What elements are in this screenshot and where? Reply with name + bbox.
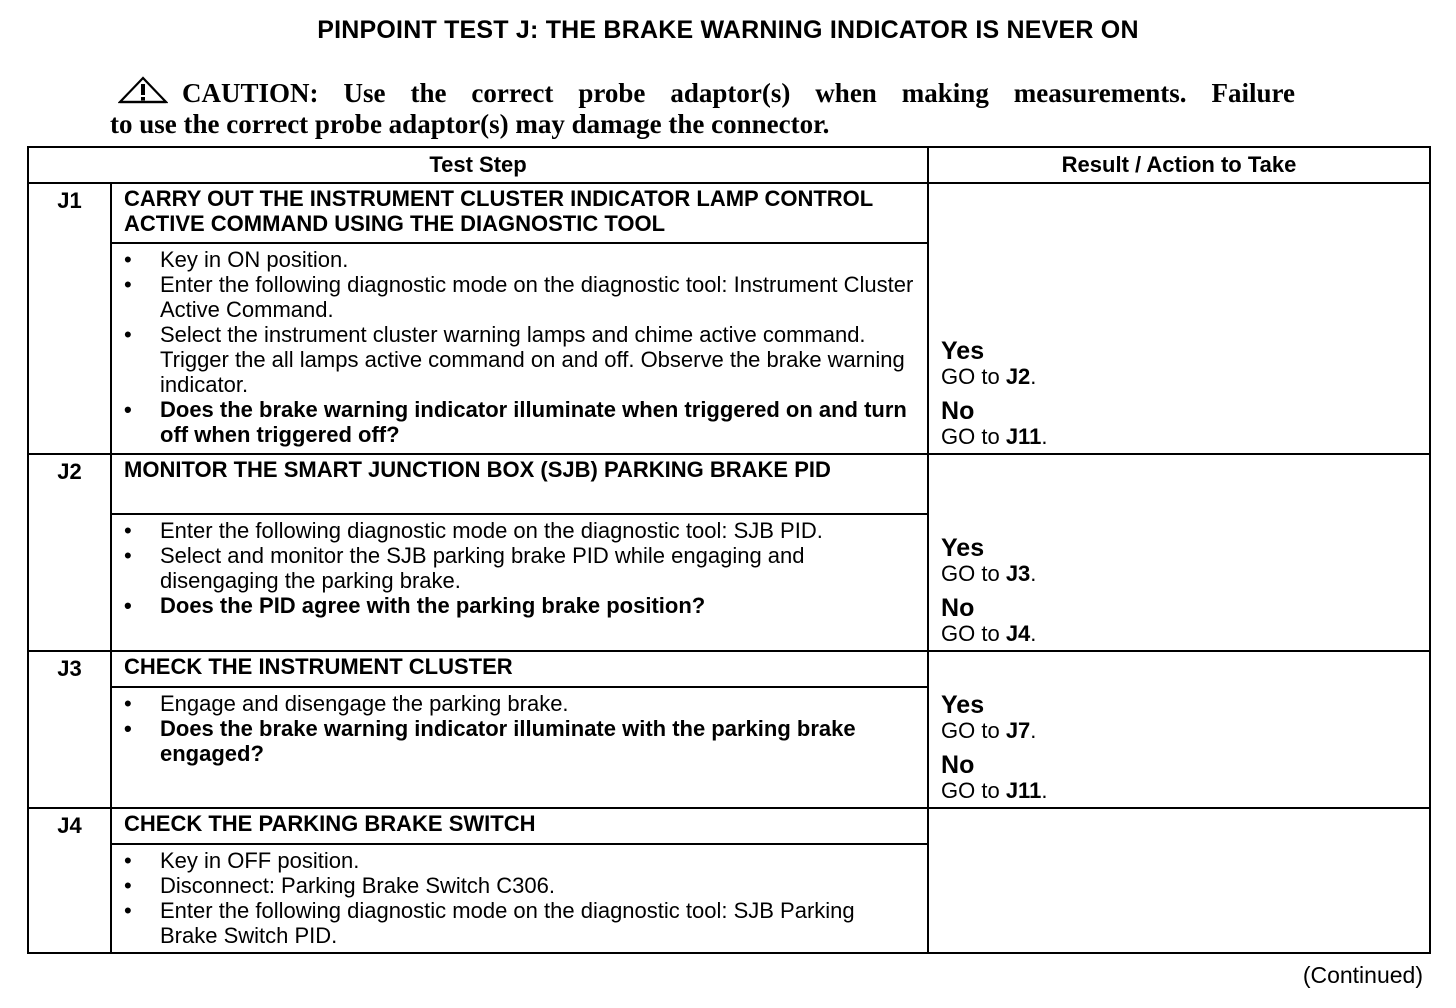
go-prefix: GO to <box>941 424 1006 449</box>
caution-line-1 <box>110 76 1295 109</box>
result-no-action <box>941 621 1419 646</box>
list-item: • Engage and disengage the parking brake. <box>124 691 917 716</box>
result-no-label: No <box>941 751 975 779</box>
step-result <box>928 651 1430 808</box>
step-result <box>928 454 1430 651</box>
step-body <box>111 687 928 808</box>
step-row-j4 <box>28 808 1430 844</box>
result-yes-label: Yes <box>941 337 985 365</box>
go-suffix: . <box>1041 424 1048 449</box>
result-no-label: No <box>941 594 975 622</box>
pinpoint-test-table <box>27 146 1431 954</box>
step-title: CARRY OUT THE INSTRUMENT CLUSTER INDICATOR LAMP CONTROL ACTIVE COMMAND USING THE DIAGNOSTIC TOOL <box>111 183 928 243</box>
step-result <box>928 808 1430 953</box>
step-id: J2 <box>28 454 111 651</box>
step-title: MONITOR THE SMART JUNCTION BOX (SJB) PARKING BRAKE PID <box>111 454 928 514</box>
step-body <box>111 844 928 953</box>
go-suffix: . <box>1041 778 1048 803</box>
go-target: J3 <box>1005 561 1031 586</box>
step-bullets <box>124 848 917 948</box>
result-no-action <box>941 424 1419 449</box>
go-suffix: . <box>1030 718 1037 743</box>
go-target: J4 <box>1005 621 1031 646</box>
go-prefix: GO to <box>941 621 1006 646</box>
go-target: J7 <box>1005 718 1031 743</box>
go-suffix: . <box>1030 621 1037 646</box>
step-id: J3 <box>28 651 111 808</box>
step-body <box>111 514 928 651</box>
go-target: J11 <box>1005 778 1042 803</box>
table-header-row <box>28 147 1430 183</box>
caution-text-1: CAUTION: Use the correct probe adaptor(s) when making measurements. Failure <box>182 78 1295 108</box>
step-row-j3 <box>28 651 1430 687</box>
step-bullets <box>124 691 917 766</box>
list-item: • Enter the following diagnostic mode on the diagnostic tool: Instrument Cluster Active Command. <box>124 272 917 322</box>
list-item: • Disconnect: Parking Brake Switch C306. <box>124 873 917 898</box>
go-target: J11 <box>1005 424 1042 449</box>
list-item: • Key in ON position. <box>124 247 917 272</box>
go-prefix: GO to <box>941 561 1006 586</box>
list-item: • Enter the following diagnostic mode on the diagnostic tool: SJB PID. <box>124 518 917 543</box>
result-header: Result / Action to Take <box>928 147 1430 183</box>
result-yes-label: Yes <box>941 534 985 562</box>
page-title: PINPOINT TEST J: THE BRAKE WARNING INDICATOR IS NEVER ON <box>317 16 1139 44</box>
list-item: • Select and monitor the SJB parking brake PID while engaging and disengaging the parking brake. <box>124 543 917 593</box>
step-title: CHECK THE PARKING BRAKE SWITCH <box>111 808 928 844</box>
go-prefix: GO to <box>941 364 1006 389</box>
list-item-question: • Does the brake warning indicator illuminate with the parking brake engaged? <box>124 716 917 766</box>
step-body <box>111 243 928 454</box>
result-yes-action <box>941 364 1419 389</box>
list-item-question: • Does the brake warning indicator illuminate when triggered on and turn off when triggered off? <box>124 397 917 447</box>
test-step-header: Test Step <box>28 147 928 183</box>
result-yes-action <box>941 718 1419 743</box>
step-id: J1 <box>28 183 111 454</box>
list-item: • Select the instrument cluster warning lamps and chime active command. Trigger the all lamps active command on and off. Observe the brake warning indicator. <box>124 322 917 397</box>
caution-line-2: to use the correct probe adaptor(s) may damage the connector. <box>110 109 830 139</box>
caution-note <box>110 76 1295 140</box>
go-suffix: . <box>1030 364 1037 389</box>
result-no-label: No <box>941 397 975 425</box>
list-item-question: • Does the PID agree with the parking brake position? <box>124 593 917 618</box>
result-yes-label: Yes <box>941 691 985 719</box>
list-item: • Key in OFF position. <box>124 848 917 873</box>
result-yes-action <box>941 561 1419 586</box>
step-id: J4 <box>28 808 111 953</box>
result-no-action <box>941 778 1419 803</box>
step-row-j1 <box>28 183 1430 243</box>
continued-label: (Continued) <box>1302 962 1423 988</box>
step-bullets <box>124 518 917 618</box>
step-row-j2 <box>28 454 1430 514</box>
warning-triangle-icon <box>118 76 168 104</box>
go-prefix: GO to <box>941 778 1006 803</box>
go-prefix: GO to <box>941 718 1006 743</box>
step-title: CHECK THE INSTRUMENT CLUSTER <box>111 651 928 687</box>
step-bullets <box>124 247 917 447</box>
step-result <box>928 183 1430 454</box>
list-item: • Enter the following diagnostic mode on the diagnostic tool: SJB Parking Brake Switch PID. <box>124 898 917 948</box>
go-suffix: . <box>1030 561 1037 586</box>
go-target: J2 <box>1005 364 1031 389</box>
